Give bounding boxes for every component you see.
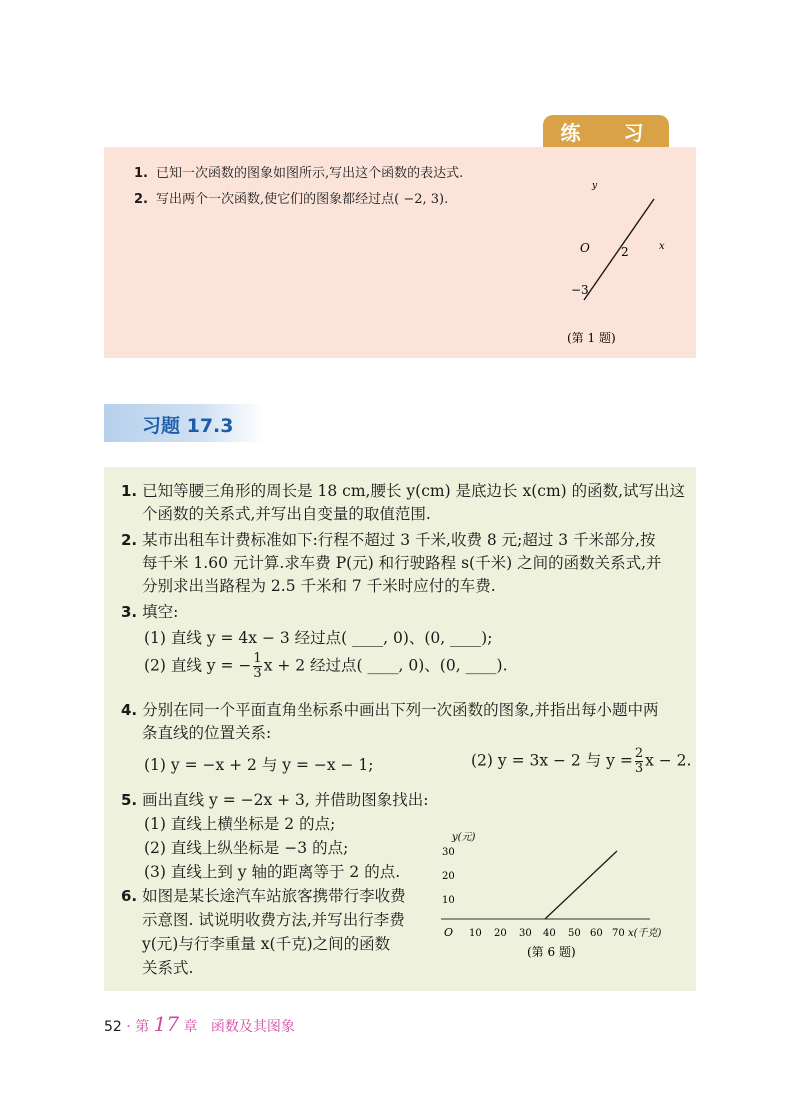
q6-line-3: y(元)与行李重量 x(千克)之间的函数 [142,935,391,953]
q1-line-2: 个函数的关系式,并写出自变量的取值范围. [142,505,431,523]
q5-part-2: (2) 直线上纵坐标是 −3 的点; [144,839,349,857]
x-tick-60: 60 [590,928,603,939]
q3-line: 3. 填空: [121,603,179,621]
exercise-title: 习题 17.3 [142,415,234,437]
q4-part-2: (2) y = 3x − 2 与 y = $\frac{2}{3}$ x − 2. [471,746,692,776]
x-tick-20: 20 [494,928,507,939]
x-tick-70: 70 [612,928,625,939]
origin-label: O [580,241,590,255]
q6-line-4: 关系式. [142,959,194,977]
chapter-label: 第 17 章 [135,1012,198,1036]
fraction-one-third: $\frac{1}{3}$ [253,651,262,681]
q5-line: 5. 画出直线 y = −2x + 3, 并借助图象找出: [121,791,429,809]
q2-line-1: 2. 某市出租车计费标准如下:行程不超过 3 千米,收费 8 元;超过 3 千米部分,按 [121,531,656,549]
x-tick-50: 50 [568,928,581,939]
q6-line-1: 6. 如图是某长途汽车站旅客携带行李收费 [121,887,406,905]
q2-line-3: 分别求出当路程为 2.5 千米和 7 千米时应付的车费. [142,577,496,595]
figure-caption: (第 1 题) [567,331,616,345]
chart-x-label: x(千克) [628,928,662,939]
function-line [584,199,654,300]
q6-line-2: 示意图. 试说明收费方法,并写出行李费 [142,911,405,929]
y-tick-30: 30 [442,847,455,858]
q2-line-2: 每千米 1.60 元计算.求车费 P(元) 和行驶路程 s(千米) 之间的函数关系式,并 [142,554,662,572]
q1-line-1: 1. 已知等腰三角形的周长是 18 cm,腰长 y(cm) 是底边长 x(cm) 的函数,试写出这 [121,482,686,500]
q3-part-1: (1) 直线 y = 4x − 3 经过点( ____, 0)、(0, ____); [144,629,493,647]
chapter-title: 函数及其图象 [210,1019,295,1035]
practice-figure [559,172,689,357]
y-intercept-label: −3 [571,283,589,297]
y-tick-10: 10 [442,895,455,906]
x-tick-10: 10 [469,928,482,939]
practice-tab: 练 习 [543,115,669,151]
practice-item-2: 2. 写出两个一次函数,使它们的图象都经过点( −2, 3). [134,192,449,207]
chart-caption: (第 6 题) [527,945,576,959]
q5-part-3: (3) 直线上到 y 轴的距离等于 2 的点. [144,863,401,881]
practice-box [104,147,696,358]
luggage-fee-chart [432,829,694,969]
q4-line-1: 4. 分别在同一个平面直角坐标系中画出下列一次函数的图象,并指出每小题中两 [121,701,659,719]
exercise-box [104,467,696,991]
q4-part-1: (1) y = −x + 2 与 y = −x − 1; [144,756,374,774]
x-axis-label: x [659,241,665,252]
x-tick-30: 30 [519,928,532,939]
y-axis-label: y [592,181,598,191]
fee-line [545,851,617,919]
q4-line-2: 条直线的位置关系: [142,724,272,742]
fraction-two-thirds: $\frac{2}{3}$ [634,746,644,776]
chart-y-label: y(元) [452,832,476,843]
practice-item-1: 1. 已知一次函数的图象如图所示,写出这个函数的表达式. [134,166,464,181]
q5-part-1: (1) 直线上横坐标是 2 的点; [144,815,336,833]
footer-dot: · [126,1019,131,1035]
y-tick-20: 20 [442,871,455,882]
chart-origin: O [444,926,454,939]
q3-part-2: (2) 直线 y = − $\frac{1}{3}$ x + 2 经过点( ____, 0)、(0, ____). [144,651,508,681]
x-intercept-label: 2 [621,245,629,259]
page-number: 52 [104,1019,122,1035]
exercise-header [104,404,264,442]
x-tick-40: 40 [543,928,556,939]
page-footer [104,1012,295,1036]
